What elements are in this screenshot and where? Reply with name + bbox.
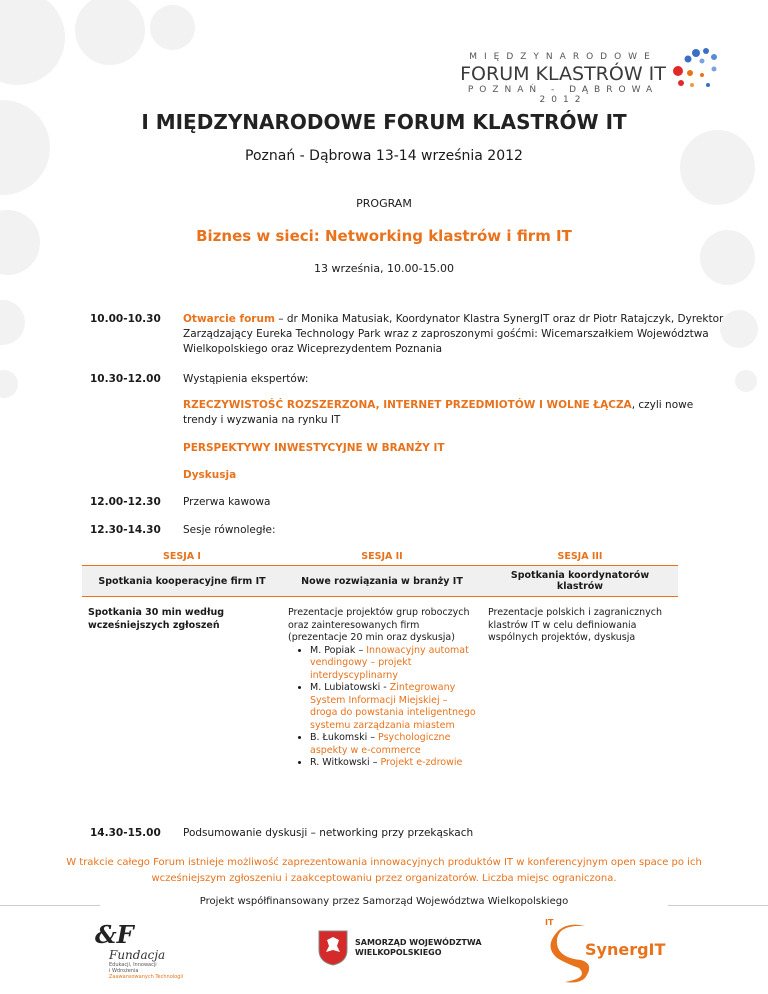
topic-highlight: RZECZYWISTOŚĆ ROZSZERZONA, INTERNET PRZEDMIOTÓW I WOLNE ŁĄCZA bbox=[183, 399, 632, 411]
presentation-list bbox=[288, 645, 476, 770]
session-header: SESJA II bbox=[282, 548, 482, 566]
expert-topic: PERSPEKTYWY INWESTYCYJNE W BRANŻY IT bbox=[183, 442, 445, 454]
forum-logo bbox=[448, 52, 678, 105]
presentation-topic: Projekt e-zdrowie bbox=[380, 757, 463, 768]
page-title: I MIĘDZYNARODOWE FORUM KLASTRÓW IT bbox=[141, 110, 627, 134]
fundacja-sub: Zaawansowanych Technologii bbox=[109, 974, 184, 980]
footer-note: W trakcie całego Forum istnieje możliwość zaprezentowania innowacyjnych produktów IT w konferencyjnym open space po ich wcześniejszym zgłoszeniu i zaakceptowaniu przez organizatorów. Liczba miejsc ograniczona. bbox=[66, 857, 702, 884]
sessions-table bbox=[82, 548, 678, 774]
presenter-name: M. Lubiatowski - bbox=[310, 682, 390, 693]
agenda-time: 10.00-10.30 bbox=[90, 313, 161, 325]
event-theme: Biznes w sieci: Networking klastrów i firm IT bbox=[196, 227, 572, 245]
samorzad-line2: WIELKOPOLSKIEGO bbox=[355, 948, 442, 957]
session-note: (prezentacje 20 min oraz dyskusja) bbox=[288, 632, 455, 643]
session-header: SESJA III bbox=[482, 548, 678, 566]
day-date: 13 września, 10.00-15.00 bbox=[314, 262, 454, 275]
samorzad-logo-text bbox=[355, 938, 482, 958]
logo-line1: MIĘDZYNARODOWE bbox=[469, 52, 657, 62]
session-intro: Prezentacje projektów grup roboczych oraz zainteresowanych firm bbox=[288, 607, 470, 631]
decor-circle bbox=[150, 5, 195, 50]
fundacja-sub: Edukacji, Innowacji bbox=[109, 962, 157, 968]
coat-of-arms-icon bbox=[318, 930, 348, 966]
session-title: Spotkania koordynatorów klastrów bbox=[482, 566, 678, 597]
samorzad-line1: SAMORZĄD WOJEWÓDZTWA bbox=[355, 938, 482, 947]
agenda-time: 12.30-14.30 bbox=[90, 524, 161, 536]
agenda-item-coffee: Przerwa kawowa bbox=[183, 496, 271, 508]
table-row bbox=[82, 597, 678, 774]
agenda-time: 10.30-12.00 bbox=[90, 373, 161, 385]
program-label: PROGRAM bbox=[356, 197, 412, 210]
fundacja-mark: &F bbox=[95, 920, 134, 949]
dots-logo-icon bbox=[666, 45, 726, 95]
fundacja-name: Fundacja bbox=[109, 948, 166, 962]
session-title: Nowe rozwiązania w branży IT bbox=[282, 566, 482, 597]
presenter-name: M. Popiak – bbox=[310, 644, 367, 656]
decor-circle bbox=[0, 370, 18, 398]
session-header: SESJA I bbox=[82, 548, 282, 566]
decor-circle bbox=[0, 0, 65, 85]
presenter-name: R. Witkowski – bbox=[310, 757, 381, 768]
logo-line2: FORUM KLASTRÓW IT bbox=[460, 63, 666, 85]
presentation-topic: Psychologiczne aspekty w e-commerce bbox=[310, 732, 451, 756]
agenda-item-opening bbox=[183, 312, 728, 357]
session-title: Spotkania kooperacyjne firm IT bbox=[82, 566, 282, 597]
cofinance-text: Projekt współfinansowany przez Samorząd Województwa Wielkopolskiego bbox=[199, 896, 569, 907]
agenda-item-experts: Wystąpienia ekspertów: bbox=[183, 373, 309, 385]
table-header-row bbox=[82, 548, 678, 566]
presentation-topic: Innowacyjny automat vendingowy – projekt interdyscyplinarny bbox=[310, 644, 469, 681]
list-item bbox=[310, 682, 476, 732]
table-row bbox=[82, 566, 678, 597]
agenda-item-sessions: Sesje równoległe: bbox=[183, 524, 276, 536]
decor-circle bbox=[735, 370, 757, 392]
discussion-label: Dyskusja bbox=[183, 469, 237, 481]
session-body bbox=[282, 597, 482, 774]
agenda-time: 12.00-12.30 bbox=[90, 496, 161, 508]
list-item bbox=[310, 757, 476, 770]
agenda-item-summary: Podsumowanie dyskusji – networking przy przekąskach bbox=[183, 827, 474, 839]
logo-line3: POZNAŃ - DĄBROWA 2012 bbox=[467, 85, 659, 105]
event-location-date: Poznań - Dąbrowa 13-14 września 2012 bbox=[245, 148, 523, 164]
decor-circle bbox=[0, 300, 25, 345]
list-item bbox=[310, 732, 476, 757]
synergit-name: SynergIT bbox=[585, 940, 666, 959]
list-item bbox=[310, 645, 476, 683]
presenter-name: B. Łukomski – bbox=[310, 732, 379, 743]
agenda-time: 14.30-15.00 bbox=[90, 827, 161, 839]
decor-circle bbox=[680, 130, 755, 205]
presentation-topic: Zintegrowany System Informacji Miejskiej – droga do powstania inteligentnego systemu zarządzania miastem bbox=[310, 682, 476, 731]
decor-circle bbox=[75, 0, 145, 65]
opening-text: – dr Monika Matusiak, Koordynator Klastra SynergIT oraz dr Piotr Ratajczyk, Dyrektor Zarządzający Eureka Technology Park wraz z zaproszonymi gośćmi: Wicemarszałkiem Województwa Wielkopolskiego oraz Wiceprezydentem Poznania bbox=[183, 313, 724, 355]
fundacja-sub: i Wdrożenia bbox=[109, 968, 139, 974]
fundacja-logo bbox=[95, 922, 185, 982]
synergit-it-mark: IT bbox=[545, 918, 554, 927]
session-body: Spotkania 30 min według wcześniejszych zgłoszeń bbox=[88, 607, 225, 631]
expert-topic bbox=[183, 398, 728, 428]
opening-highlight: Otwarcie forum bbox=[183, 313, 275, 325]
topic-text: , czyli nowe trendy i wyzwania na rynku IT bbox=[183, 399, 694, 426]
session-body: Prezentacje polskich i zagranicznych klastrów IT w celu definiowania wspólnych projektów, dyskusja bbox=[488, 607, 663, 643]
